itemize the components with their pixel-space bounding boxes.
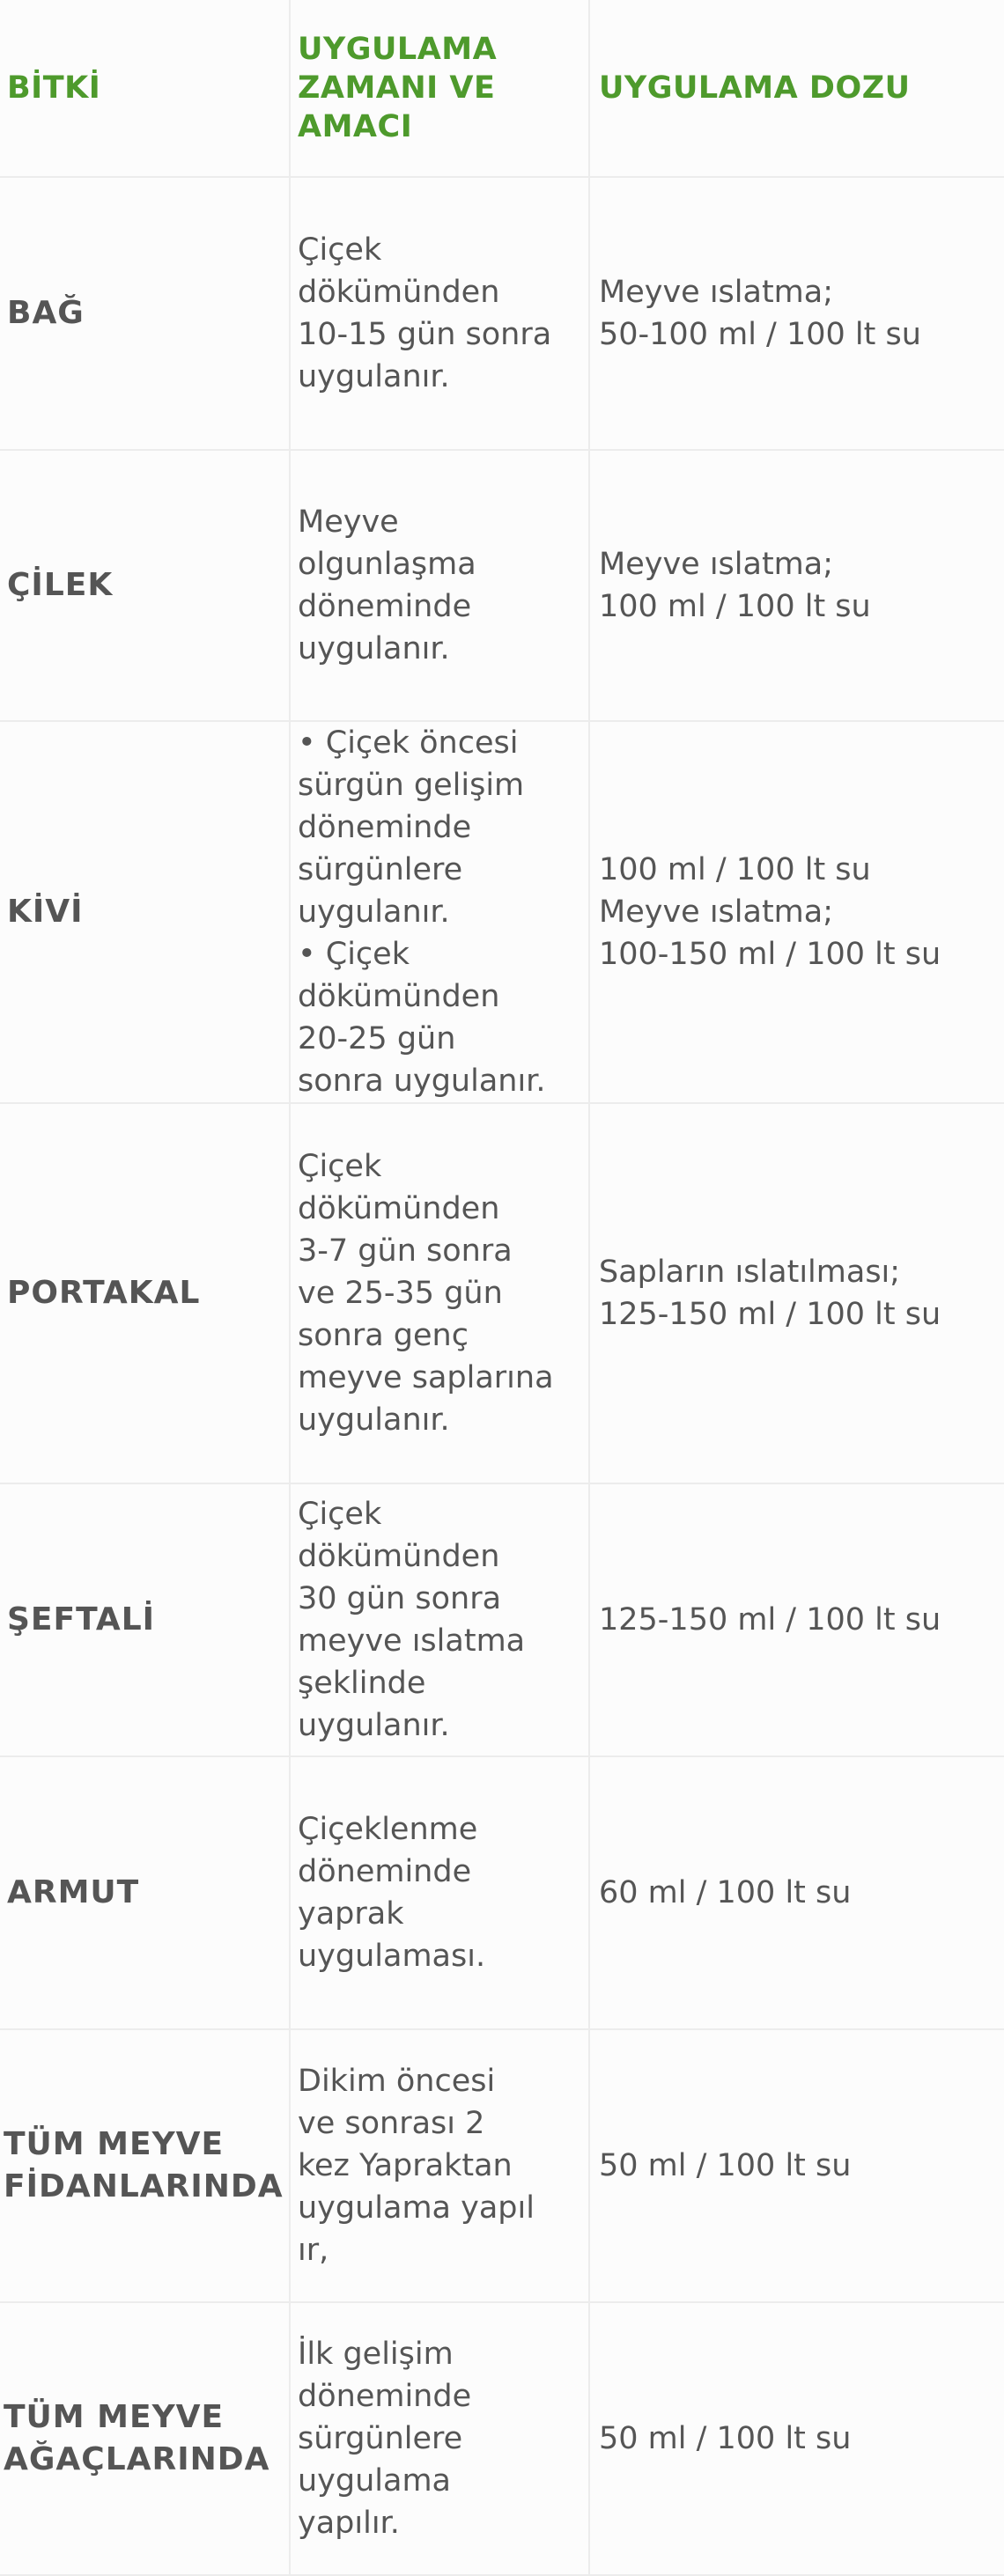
plant-name-line: ÇİLEK — [7, 567, 114, 603]
timing-line: sürgünlere — [298, 852, 463, 887]
dose-line: Meyve ıslatma; — [599, 275, 834, 310]
timing-line: Çiçek — [298, 1497, 382, 1532]
timing-line: ır, — [298, 2233, 329, 2268]
timing-line: döneminde — [298, 810, 472, 845]
plant-cell — [0, 178, 291, 449]
dose-line: 125-150 ml / 100 lt su — [599, 1297, 941, 1332]
timing-line: meyve ıslatma — [298, 1623, 526, 1659]
timing-line: 30 gün sonra — [298, 1581, 502, 1616]
timing-line: uygulama yapıl — [298, 2190, 535, 2226]
timing-line: 20-25 gün — [298, 1021, 456, 1056]
table-row — [0, 1484, 1004, 1757]
table-row — [0, 1757, 1004, 2030]
timing-cell — [291, 1757, 590, 2028]
timing-line: sürgün gelişim — [298, 768, 525, 803]
timing-line: kez Yapraktan — [298, 2148, 513, 2183]
timing-text — [298, 722, 545, 1102]
timing-text — [298, 2333, 471, 2544]
dose-text — [599, 1872, 851, 1914]
plant-name-line: ARMUT — [7, 1874, 140, 1910]
dose-text — [599, 271, 921, 356]
dose-line: 50-100 ml / 100 lt su — [599, 317, 921, 352]
plant-cell — [0, 451, 291, 720]
dose-line: 50 ml / 100 lt su — [599, 2421, 852, 2456]
plant-name — [7, 1872, 139, 1914]
timing-line: uygulanır. — [298, 894, 450, 930]
timing-line: uygulanır. — [298, 359, 450, 394]
timing-line: sonra uygulanır. — [298, 1064, 546, 1099]
timing-cell — [291, 178, 590, 449]
plant-cell — [0, 2030, 291, 2301]
table-row — [0, 1104, 1004, 1484]
dose-cell — [590, 722, 1004, 1102]
timing-line: Çiçek — [298, 1149, 382, 1184]
plant-cell — [0, 1757, 291, 2028]
header-cell-timing — [291, 0, 590, 176]
dose-line: Sapların ıslatılması; — [599, 1255, 901, 1290]
timing-line: Çiçek — [298, 232, 382, 268]
table-row — [0, 2030, 1004, 2303]
timing-cell — [291, 1484, 590, 1755]
timing-line: 3-7 gün sonra — [298, 1233, 513, 1269]
timing-line: döneminde — [298, 589, 472, 624]
table-row — [0, 722, 1004, 1104]
dose-text — [599, 849, 941, 975]
timing-line: uygulaması. — [298, 1939, 486, 1974]
plant-name-line: TÜM MEYVE — [4, 2399, 225, 2435]
header-dose: UYGULAMA DOZU — [599, 70, 911, 106]
timing-cell — [291, 2030, 590, 2301]
timing-text — [298, 229, 551, 398]
plant-name — [7, 292, 85, 335]
dose-cell — [590, 2303, 1004, 2574]
dose-line: 50 ml / 100 lt su — [599, 2148, 852, 2183]
timing-line: uygulama — [298, 2463, 452, 2499]
timing-text — [298, 1493, 525, 1747]
dose-line: Meyve ıslatma; — [599, 547, 834, 582]
timing-line: şeklinde — [298, 1666, 426, 1701]
header-timing — [298, 30, 497, 146]
plant-name — [7, 1599, 155, 1641]
timing-line: dökümünden — [298, 979, 500, 1014]
dose-text — [599, 1251, 941, 1336]
plant-name-line: PORTAKAL — [7, 1275, 201, 1311]
timing-cell — [291, 722, 590, 1102]
table-row — [0, 178, 1004, 451]
timing-cell — [291, 2303, 590, 2574]
timing-line: • Çiçek öncesi — [298, 725, 519, 761]
plant-cell — [0, 1104, 291, 1483]
timing-text — [298, 501, 476, 670]
plant-name-line: AĞAÇLARINDA — [4, 2441, 270, 2477]
dose-text — [599, 543, 871, 628]
timing-line: ve sonrası 2 — [298, 2106, 485, 2141]
timing-cell — [291, 1104, 590, 1483]
timing-line: Meyve — [298, 504, 399, 540]
dose-cell — [590, 1757, 1004, 2028]
timing-line: Çiçeklenme — [298, 1812, 478, 1847]
dose-cell — [590, 1104, 1004, 1483]
timing-line: yaprak — [298, 1896, 404, 1932]
timing-line: ve 25-35 gün — [298, 1276, 503, 1311]
dose-cell — [590, 451, 1004, 720]
plant-cell — [0, 1484, 291, 1755]
plant-name — [4, 2396, 269, 2481]
header-cell-dose — [590, 0, 1004, 176]
timing-line: 10-15 gün sonra — [298, 317, 552, 352]
timing-line: döneminde — [298, 2379, 472, 2414]
timing-line: uygulanır. — [298, 631, 450, 666]
timing-line: • Çiçek — [298, 937, 410, 972]
dose-line: Meyve ıslatma; — [599, 894, 834, 930]
plant-name — [4, 2123, 284, 2208]
plant-name-line: TÜM MEYVE — [4, 2126, 225, 2162]
header-timing-line: AMACI — [298, 109, 413, 144]
plant-name — [7, 564, 113, 607]
timing-line: meyve saplarına — [298, 1360, 554, 1395]
plant-name — [7, 891, 84, 933]
header-timing-line: UYGULAMA — [298, 32, 498, 67]
plant-name-line: ŞEFTALİ — [7, 1601, 156, 1638]
dose-cell — [590, 2030, 1004, 2301]
table-row — [0, 2303, 1004, 2576]
dose-line: 100-150 ml / 100 lt su — [599, 937, 941, 972]
dose-line: 100 ml / 100 lt su — [599, 589, 871, 624]
timing-line: Dikim öncesi — [298, 2064, 496, 2099]
dose-text — [599, 2145, 851, 2187]
timing-cell — [291, 451, 590, 720]
timing-line: sürgünlere — [298, 2421, 463, 2456]
plant-cell — [0, 722, 291, 1102]
table-row — [0, 451, 1004, 722]
dose-line: 125-150 ml / 100 lt su — [599, 1602, 941, 1638]
timing-line: dökümünden — [298, 275, 500, 310]
timing-line: döneminde — [298, 1854, 472, 1889]
plant-cell — [0, 2303, 291, 2574]
timing-text — [298, 1145, 554, 1441]
timing-text — [298, 2060, 535, 2271]
dose-text — [599, 2418, 851, 2460]
timing-line: olgunlaşma — [298, 547, 476, 582]
timing-line: dökümünden — [298, 1191, 500, 1226]
dose-line: 60 ml / 100 lt su — [599, 1875, 852, 1910]
plant-name-line: BAĞ — [7, 295, 85, 331]
dose-text — [599, 1599, 941, 1641]
header-cell-plant — [0, 0, 291, 176]
timing-line: yapılır. — [298, 2506, 400, 2541]
header-timing-line: ZAMANI VE — [298, 70, 496, 106]
timing-text — [298, 1808, 485, 1977]
plant-name-line: FİDANLARINDA — [4, 2168, 284, 2204]
dose-line: 100 ml / 100 lt su — [599, 852, 871, 887]
header-plant: BİTKİ — [7, 70, 101, 106]
dose-cell — [590, 178, 1004, 449]
timing-line: uygulanır. — [298, 1708, 450, 1743]
table-header-row — [0, 0, 1004, 178]
dose-cell — [590, 1484, 1004, 1755]
plant-name-line: KİVİ — [7, 894, 84, 930]
plant-name — [7, 1272, 200, 1314]
timing-line: dökümünden — [298, 1539, 500, 1574]
timing-line: sonra genç — [298, 1318, 469, 1353]
timing-line: İlk gelişim — [298, 2337, 454, 2372]
timing-line: uygulanır. — [298, 1402, 450, 1438]
